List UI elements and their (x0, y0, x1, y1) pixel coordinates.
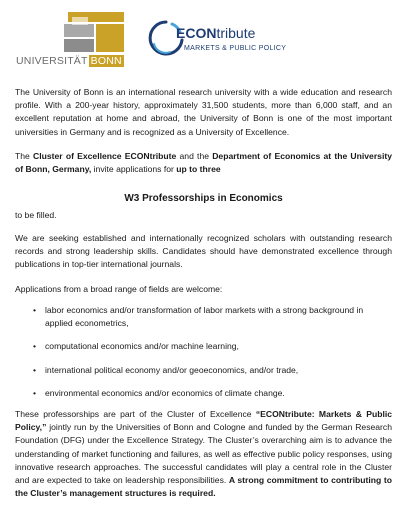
econtribute-subtitle: MARKETS & PUBLIC POLICY (184, 45, 287, 52)
fields-list (15, 304, 392, 400)
university-bonn-logo (16, 12, 134, 74)
bullet-icon: • (33, 341, 37, 352)
university-bonn-wordmark: UNIVERSITÄT BONN (16, 55, 122, 67)
bullet-icon: • (33, 305, 37, 315)
seeking-paragraph: We are seeking established and internationally recognized scholars with outstanding research records and strong leadership skills. Candidates should have demonstrated excellence through publications in top-tier international journals. (15, 233, 392, 270)
fields-intro: Applications from a broad range of fields are welcome: (15, 284, 223, 294)
intro-paragraph: The University of Bonn is an international research university with a wide education and research profile. With a 200-year history, approximately 31,500 students, more than 6,000 staff, and an excellent reputation at home and abroad, the University of Bonn is one of the most important universities in Germany and is recognized as a University of Excellence. (15, 87, 392, 137)
list-item: • international political economy and/or geoeconomics, and/or trade, (15, 364, 392, 377)
bullet-icon: • (33, 387, 37, 398)
list-item: • labor economics and/or transformation of labor markets with a strong background in applied econometrics, (33, 305, 364, 329)
closing-paragraph: These professorships are part of the Cluster of Excellence “ECONtribute: Markets & Public Policy,” jointly run by the Universities of Bonn and Cologne and funded by the German Research Foundation (DFG) under the Excellence Strategy. The Cluster’s overarching aim is to advance the understanding of market functioning and failures, as well as effective public policy responses, using innovative research approaches. The successful candidates will play a central role in the Cluster and are expected to take on leadership responsibilities. A strong commitment to contributing to the Cluster’s management structures is required. (15, 409, 393, 499)
to-be-filled-text: to be filled. (15, 210, 57, 220)
list-item: • computational economics and/or machine learning, (15, 340, 392, 353)
bullet-icon: • (33, 364, 37, 375)
invitation-paragraph: The Cluster of Excellence ECONtribute and the Department of Economics at the University of Bonn, Germany, invite applications for up to three (15, 151, 392, 175)
position-heading: W3 Professorships in Economics (124, 193, 283, 204)
university-bonn-mark (64, 12, 126, 52)
list-item: • environmental economics and/or economics of climate change. (15, 387, 392, 400)
econtribute-logo (146, 18, 316, 64)
econtribute-title: ECONtribute (176, 25, 256, 41)
